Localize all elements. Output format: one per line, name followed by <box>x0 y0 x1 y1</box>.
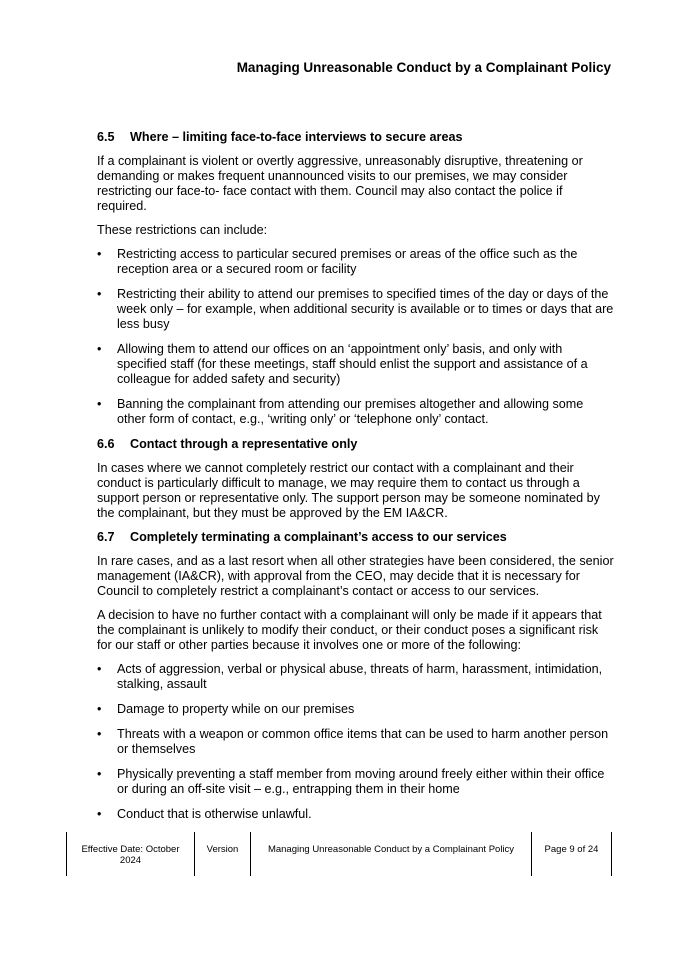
list-item-text: Damage to property while on our premises <box>117 702 355 716</box>
document-body <box>97 130 614 832</box>
paragraph: A decision to have no further contact with a complainant will only be made if it appears that the complainant is unlikely to modify their conduct, or their conduct poses a significant risk for our staff or other parties because it involves one or more of the following: <box>97 608 602 652</box>
section-number: 6.6 <box>97 437 115 451</box>
list-item <box>97 342 614 387</box>
footer-page-number: Page 9 of 24 <box>531 832 612 876</box>
list-item-text: Banning the complainant from attending our premises altogether and allowing some other form of contact, e.g., ‘writing only’ or ‘telephone only’ contact. <box>117 397 584 426</box>
section-heading-6-7 <box>97 530 614 545</box>
bullet-icon: • <box>97 397 102 411</box>
bullet-icon: • <box>97 342 102 356</box>
list-item-text: Acts of aggression, verbal or physical abuse, threats of harm, harassment, intimidation, stalking, assault <box>117 662 603 691</box>
list-item-text: Conduct that is otherwise unlawful. <box>117 807 312 821</box>
bullet-icon: • <box>97 247 102 261</box>
list-item-text: Threats with a weapon or common office items that can be used to harm another person or themselves <box>117 727 609 756</box>
list-item <box>97 767 614 797</box>
bullet-icon: • <box>97 767 102 781</box>
section-heading-6-6 <box>97 437 614 452</box>
footer-document-title: Managing Unreasonable Conduct by a Complainant Policy <box>250 832 531 876</box>
bullet-icon: • <box>97 807 102 821</box>
page-header-title: Managing Unreasonable Conduct by a Complainant Policy <box>236 60 611 75</box>
paragraph: In rare cases, and as a last resort when all other strategies have been considered, the senior management (IA&CR), with approval from the CEO, may decide that it is necessary for Council to completely restrict a complainant’s contact or access to our services. <box>97 554 614 598</box>
bullet-icon: • <box>97 662 102 676</box>
bullet-list <box>97 247 614 427</box>
list-item <box>97 397 614 427</box>
paragraph: In cases where we cannot completely restrict our contact with a complainant and their conduct is particularly difficult to manage, we may require them to contact us through a support person or representative only. The support person may be someone nominated by the complainant, but they must be approved by the EM IA&CR. <box>97 461 600 520</box>
list-item-text: Allowing them to attend our offices on an ‘appointment only’ basis, and only with specified staff (for these meetings, staff should enlist the support and assistance of a colleague for added safety and security) <box>117 342 588 386</box>
list-item-text: Physically preventing a staff member from moving around freely either within their office or during an off-site visit – e.g., entrapping them in their home <box>117 767 605 796</box>
bullet-list <box>97 662 614 822</box>
section-number: 6.5 <box>97 130 115 144</box>
list-item-text: Restricting their ability to attend our premises to specified times of the day or days of the week only – for example, when additional security is available or to times or days that are less busy <box>117 287 614 331</box>
paragraph: These restrictions can include: <box>97 223 268 237</box>
paragraph: If a complainant is violent or overtly aggressive, unreasonably disruptive, threatening or demanding or makes frequent unannounced visits to our premises, we may consider restricting our face-to- face contact with them. Council may also contact the police if required. <box>97 154 583 213</box>
bullet-icon: • <box>97 727 102 741</box>
footer-effective-date: Effective Date: October 2024 <box>66 832 194 876</box>
footer-version: Version <box>194 832 250 876</box>
bullet-icon: • <box>97 702 102 716</box>
page-footer <box>66 832 612 876</box>
list-item <box>97 247 614 277</box>
list-item <box>97 807 614 822</box>
list-item-text: Restricting access to particular secured premises or areas of the office such as the reception area or a secured room or facility <box>117 247 578 276</box>
list-item <box>97 727 614 757</box>
section-heading-6-5 <box>97 130 614 145</box>
bullet-icon: • <box>97 287 102 301</box>
section-title: Completely terminating a complainant’s access to our services <box>130 530 507 544</box>
section-title: Where – limiting face-to-face interviews to secure areas <box>130 130 463 144</box>
list-item <box>97 287 614 332</box>
section-title: Contact through a representative only <box>130 437 358 451</box>
list-item <box>97 662 614 692</box>
list-item <box>97 702 614 717</box>
section-number: 6.7 <box>97 530 115 544</box>
